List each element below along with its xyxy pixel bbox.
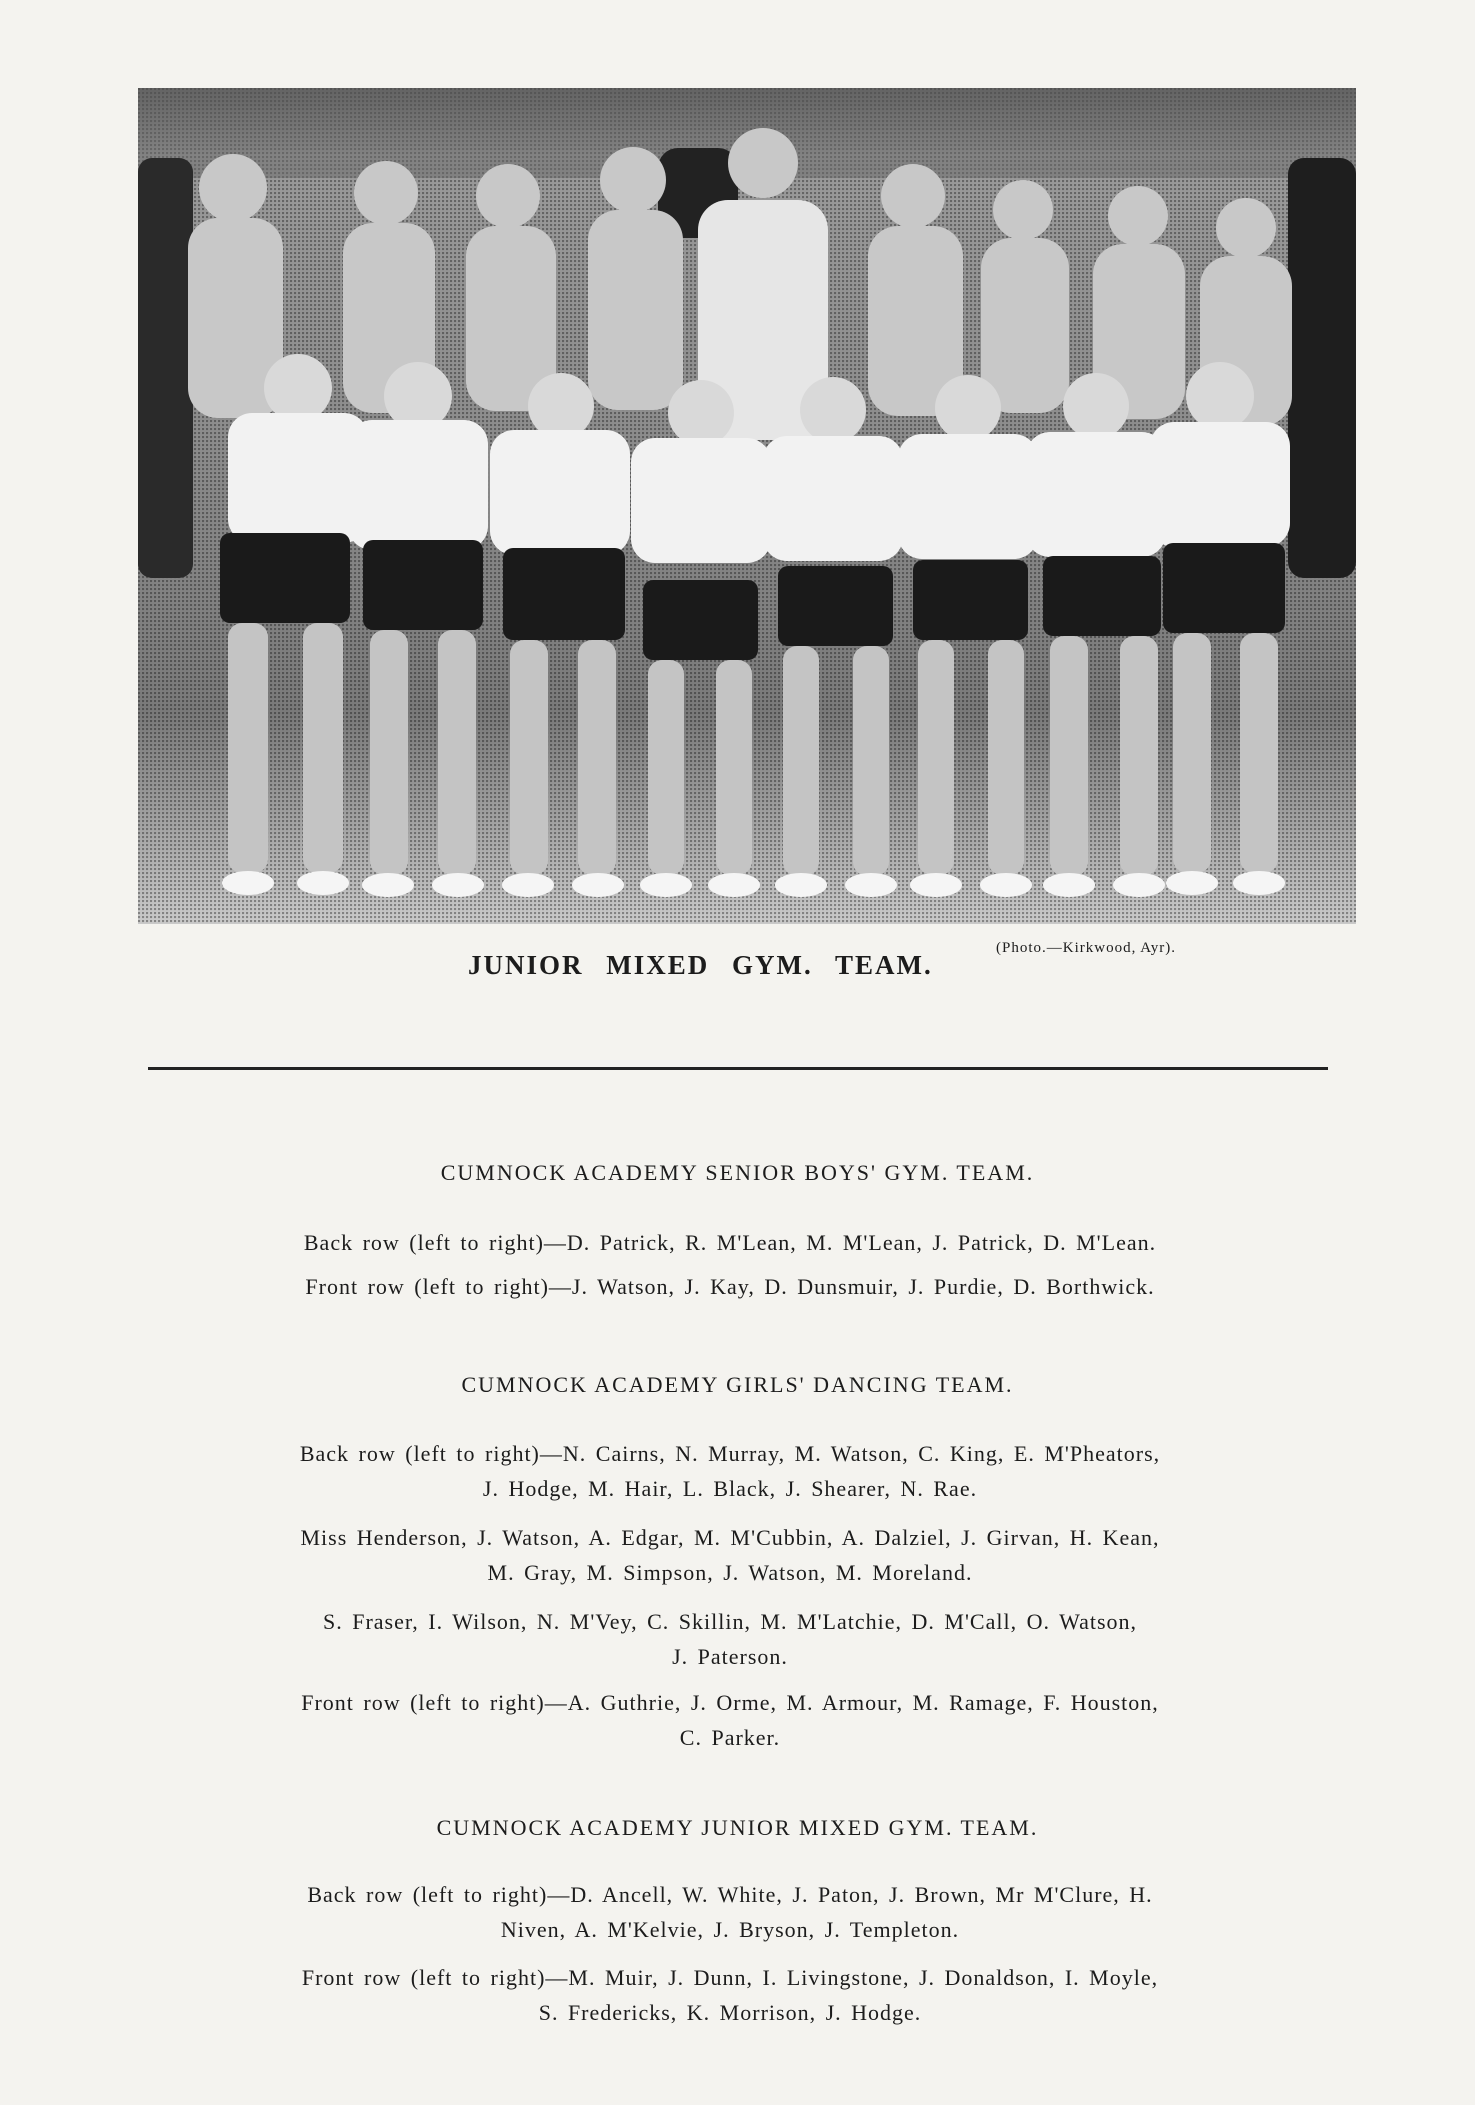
team-photo xyxy=(138,88,1356,924)
team-photo-illustration xyxy=(138,88,1356,924)
text-line: S. Fraser, I. Wilson, N. M'Vey, C. Skillin, M. M'Latchie, D. M'Call, O. Watson, xyxy=(322,1609,1138,1634)
section-title-girls-dancing: CUMNOCK ACADEMY GIRLS' DANCING TEAM. xyxy=(461,1372,1014,1397)
divider-rule xyxy=(148,1067,1328,1070)
girls-dancing-back-row xyxy=(180,1436,1280,1506)
text-line: Front row (left to right)—A. Guthrie, J. Orme, M. Armour, M. Ramage, F. Houston, xyxy=(301,1690,1159,1715)
girls-dancing-row-3 xyxy=(180,1604,1280,1674)
text-line: J. Hodge, M. Hair, L. Black, J. Shearer, N. Rae. xyxy=(482,1476,978,1501)
section-title-junior-mixed: CUMNOCK ACADEMY JUNIOR MIXED GYM. TEAM. xyxy=(436,1815,1039,1840)
text-line: Front row (left to right)—M. Muir, J. Dunn, I. Livingstone, J. Donaldson, I. Moyle, xyxy=(301,1965,1159,1990)
photo-caption-row xyxy=(138,940,1356,980)
photo-credit: (Photo.—Kirkwood, Ayr). xyxy=(996,940,1176,956)
girls-dancing-row-2 xyxy=(180,1520,1280,1590)
text-line: Miss Henderson, J. Watson, A. Edgar, M. M'Cubbin, A. Dalziel, J. Girvan, H. Kean, xyxy=(300,1525,1160,1550)
senior-boys-back-row: Back row (left to right)—D. Patrick, R. M'Lean, M. M'Lean, J. Patrick, D. M'Lean. xyxy=(303,1230,1157,1255)
text-line: C. Parker. xyxy=(679,1725,781,1750)
senior-boys-front-row: Front row (left to right)—J. Watson, J. Kay, D. Dunsmuir, J. Purdie, D. Borthwick. xyxy=(305,1274,1155,1299)
junior-mixed-front-row xyxy=(180,1960,1280,2030)
text-line: J. Paterson. xyxy=(672,1644,788,1669)
text-line: Niven, A. M'Kelvie, J. Bryson, J. Templeton. xyxy=(500,1917,960,1942)
text-line: Back row (left to right)—N. Cairns, N. Murray, M. Watson, C. King, E. M'Pheators, xyxy=(299,1441,1161,1466)
text-line: Back row (left to right)—D. Ancell, W. White, J. Paton, J. Brown, Mr M'Clure, H. xyxy=(307,1882,1153,1907)
text-line: S. Fredericks, K. Morrison, J. Hodge. xyxy=(538,2000,922,2025)
photo-caption: JUNIOR MIXED GYM. TEAM. xyxy=(468,950,933,980)
girls-dancing-front-row xyxy=(180,1685,1280,1755)
junior-mixed-back-row xyxy=(180,1877,1280,1947)
section-title-senior-boys: CUMNOCK ACADEMY SENIOR BOYS' GYM. TEAM. xyxy=(440,1160,1035,1185)
text-line: M. Gray, M. Simpson, J. Watson, M. Moreland. xyxy=(487,1560,973,1585)
